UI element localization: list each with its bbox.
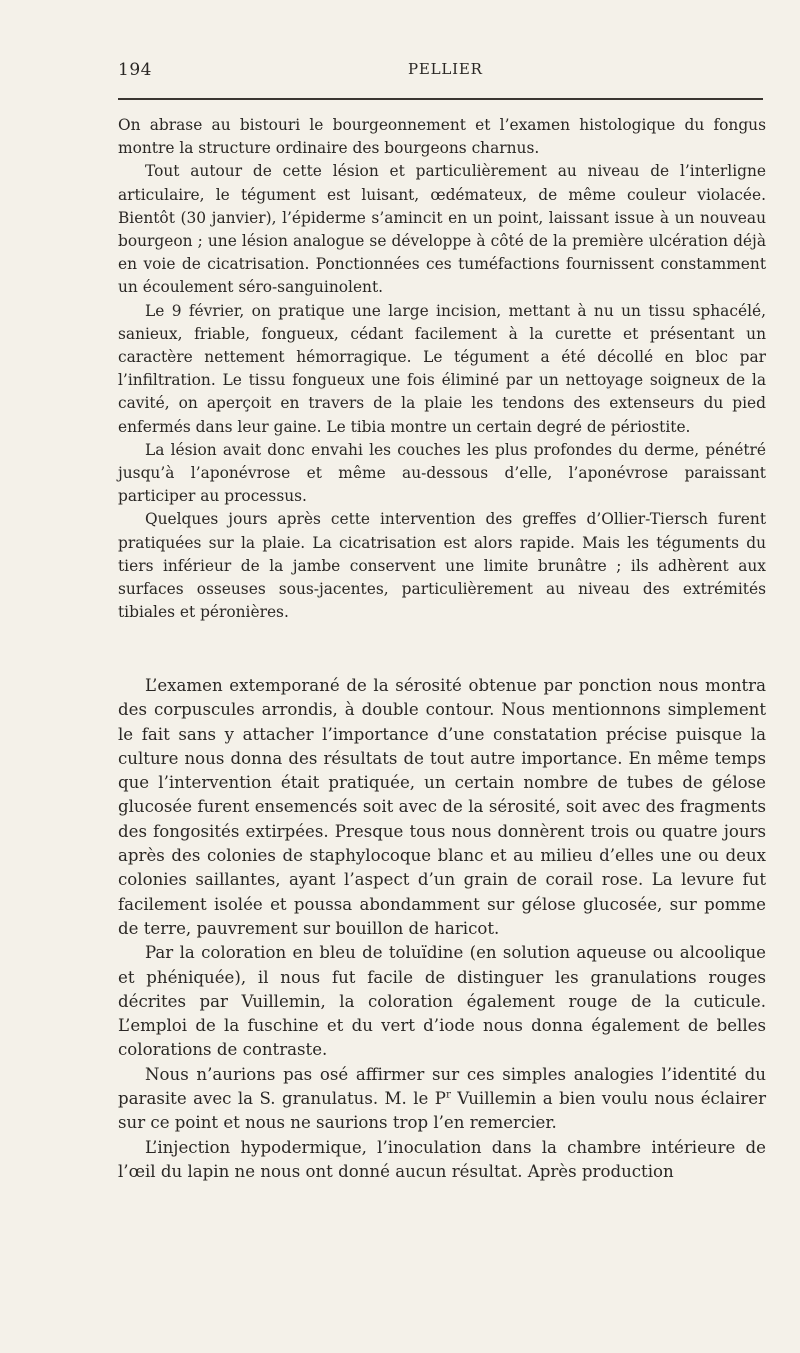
paragraph: Le 9 février, on pratique une large incision, mettant à nu un tissu sphacélé, sanieux, friable, fongueux, cédant facilement à la curette et présentant un caractère nettement hémorragique. Le tégument a été décollé en bloc par l’infiltration. Le tissu fongueux une fois éliminé par un nettoyage soigneux de la cavité, on aperçoit en travers de la plaie les tendons des extenseurs du pied enfermés dans leur gaine. Le tibia montre un certain degré de périostite. xyxy=(118,301,766,436)
body-text-part-2 xyxy=(118,674,766,1184)
page-header xyxy=(118,60,763,86)
paragraph-text: Nous n’aurions pas osé affirmer sur ces simples analogies l’identité du parasite avec la S. granulatus. M. le P xyxy=(118,1064,766,1109)
paragraph: La lésion avait donc envahi les couches les plus profondes du derme, pénétré jusqu’à l’aponévrose et même au-dessous d’elle, l’aponévrose paraissant participer au processus. xyxy=(118,440,766,506)
paragraph: L’injection hypodermique, l’inoculation dans la chambre intérieure de l’œil du lapin ne nous ont donné aucun résultat. Après production xyxy=(118,1137,766,1181)
superscript-r: r xyxy=(445,1088,451,1101)
paragraph xyxy=(118,1063,766,1136)
paragraph-text: Vuillemin a bien voulu nous éclairer sur ce point et nous ne saurions trop l’en remercier. xyxy=(118,1089,766,1133)
running-title: PELLIER xyxy=(408,60,483,78)
page-number: 194 xyxy=(118,60,152,80)
header-rule xyxy=(118,98,763,100)
paragraph: Tout autour de cette lésion et particulièrement au niveau de l’interligne articulaire, le tégument est luisant, œdémateux, de même couleur violacée. Bientôt (30 janvier), l’épiderme s’amincit en un point, laissant issue à un nouveau bourgeon ; une lésion analogue se développe à côté de la première ulcération déjà en voie de cicatrisation. Ponctionnées ces tuméfactions fournissent constamment un écoulement séro-sanguinolent. xyxy=(118,162,766,297)
body-text-part-1 xyxy=(118,114,766,624)
paragraph: Quelques jours après cette intervention des greffes d’Ollier-Tiersch furent pratiquées sur la plaie. La cicatrisation est alors rapide. Mais les téguments du tiers inférieur de la jambe conservent une limite brunâtre ; ils adhèrent aux surfaces osseuses sous-jacentes, particulièrement au niveau des extrémités tibiales et péronières. xyxy=(118,510,766,622)
paragraph: Par la coloration en bleu de toluïdine (en solution aqueuse ou alcoolique et phéniquée), il nous fut facile de distinguer les granulations rouges décrites par Vuillemin, la coloration également rouge de la cuticule. L’emploi de la fuschine et du vert d’iode nous donna également de belles colorations de contraste. xyxy=(118,943,766,1060)
paragraph: On abrase au bistouri le bourgeonnement et l’examen histologique du fongus montre la structure ordinaire des bourgeons charnus. xyxy=(118,116,766,158)
paragraph: L’examen extemporané de la sérosité obtenue par ponction nous montra des corpuscules arrondis, à double contour. Nous mentionnons simplement le fait sans y attacher l’importance d’une constatation précise puisque la culture nous donna des résultats de tout autre importance. En même temps que l’intervention était pratiquée, un certain nombre de tubes de gélose glucosée furent ensemencés soit avec de la sérosité, soit avec des fragments des fongosités extirpées. Presque tous nous donnèrent trois ou quatre jours après des colonies de staphylocoque blanc et au milieu d’elles une ou deux colonies saillantes, ayant l’aspect d’un grain de corail rose. La levure fut facilement isolée et poussa abondamment sur gélose glucosée, sur pomme de terre, pauvrement sur bouillon de haricot. xyxy=(118,676,766,938)
